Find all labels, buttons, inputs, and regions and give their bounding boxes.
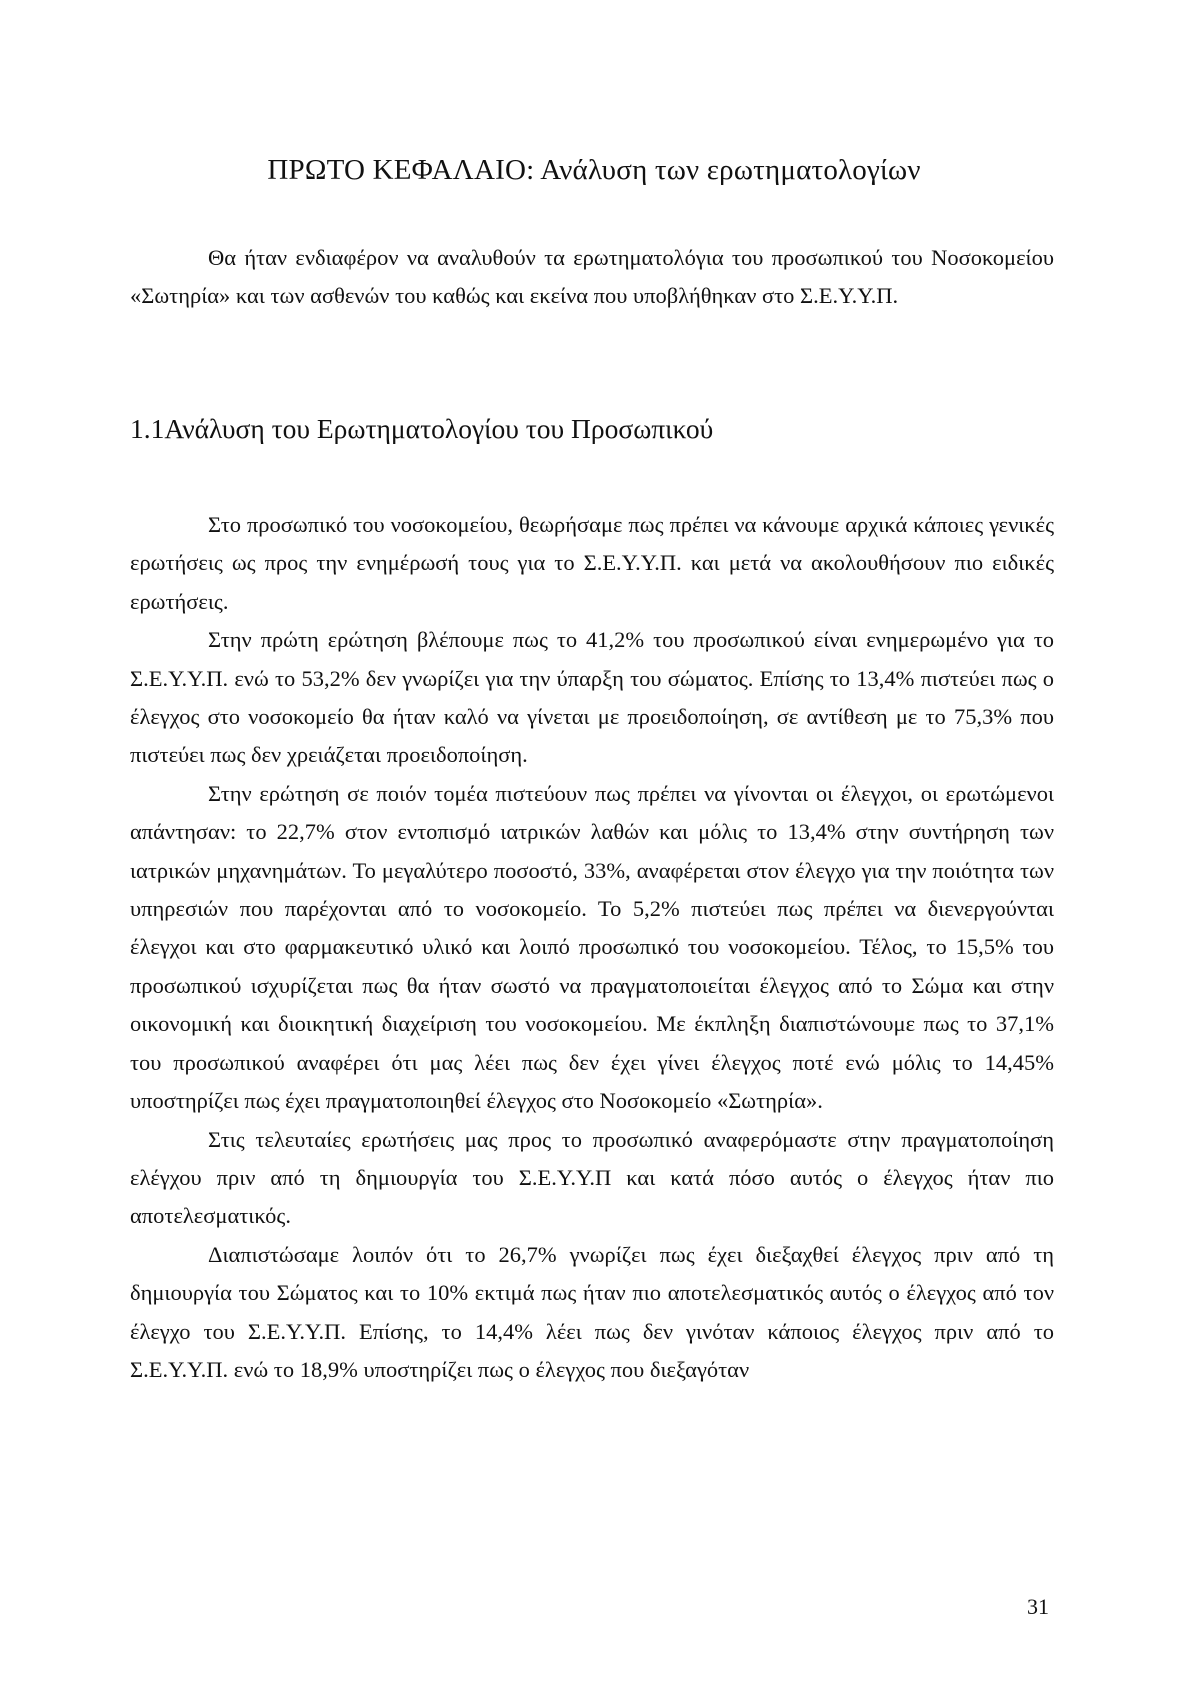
paragraph-5: Διαπιστώσαμε λοιπόν ότι το 26,7% γνωρίζει πως έχει διεξαχθεί έλεγχος πριν από τη δημιουργία του Σώματος και το 10% εκτιμά πως ήταν πιο αποτελεσματικός αυτός ο έλεγχος από τον έλεγχο του Σ.Ε.Υ.Υ.Π. Επίσης, το 14,4% λέει πως δεν γινόταν κάποιος έλεγχος πριν από το Σ.Ε.Υ.Υ.Π. ενώ το 18,9% υποστηρίζει πως ο έλεγχος που διεξαγόταν: [130, 1241, 1054, 1382]
chapter-title: ΠΡΩΤΟ ΚΕΦΑΛΑΙΟ: Ανάλυση των ερωτηματολογίων: [267, 154, 921, 186]
intro-block: [130, 239, 1054, 316]
body-text: [130, 506, 1054, 1389]
paragraph-1: Στο προσωπικό του νοσοκομείου, θεωρήσαμε πως πρέπει να κάνουμε αρχικά κάποιες γενικές ερωτήσεις ως προς την ενημέρωσή τους για το Σ.Ε.Υ.Υ.Π. και μετά να ακολουθήσουν πιο ειδικές ερωτήσεις.: [130, 512, 1054, 614]
section-heading: 1.1Ανάλυση του Ερωτηματολογίου του Προσωπικού: [130, 413, 714, 444]
page-number: 31: [1027, 1594, 1049, 1619]
paragraph-2: Στην πρώτη ερώτηση βλέπουμε πως το 41,2% του προσωπικού είναι ενημερωμένο για το Σ.Ε.Υ.Υ.Π. ενώ το 53,2% δεν γνωρίζει για την ύπαρξη του σώματος. Επίσης το 13,4% πιστεύει πως ο έλεγχος στο νοσοκομείο θα ήταν καλό να γίνεται με προειδοποίηση, σε αντίθεση με το 75,3% που πιστεύει πως δεν χρειάζεται προειδοποίηση.: [130, 627, 1054, 768]
intro-paragraph: Θα ήταν ενδιαφέρον να αναλυθούν τα ερωτηματολόγια του προσωπικού του Νοσοκομείου «Σωτηρία» και των ασθενών του καθώς και εκείνα που υποβλήθηκαν στο Σ.Ε.Υ.Υ.Π.: [130, 245, 1054, 309]
paragraph-3: Στην ερώτηση σε ποιόν τομέα πιστεύουν πως πρέπει να γίνονται οι έλεγχοι, οι ερωτώμενοι απάντησαν: το 22,7% στον εντοπισμό ιατρικών λαθών και μόλις το 13,4% στην συντήρηση των ιατρικών μηχανημάτων. Το μεγαλύτερο ποσοστό, 33%, αναφέρεται στον έλεγχο για την ποιότητα των υπηρεσιών που παρέχονται από το νοσοκομείο. Το 5,2% πιστεύει πως πρέπει να διενεργούνται έλεγχοι και στο φαρμακευτικό υλικό και λοιπό προσωπικό του νοσοκομείου. Τέλος, το 15,5% του προσωπικού ισχυρίζεται πως θα ήταν σωστό να πραγματοποιείται έλεγχος από το Σώμα και στην οικονομική και διοικητική διαχείριση του νοσοκομείου. Με έκπληξη διαπιστώνουμε πως το 37,1% του προσωπικού αναφέρει ότι μας λέει πως δεν έχει γίνει έλεγχος ποτέ ενώ μόλις το 14,45% υποστηρίζει πως έχει πραγματοποιηθεί έλεγχος στο Νοσοκομείο «Σωτηρία».: [130, 780, 1054, 1114]
paragraph-4: Στις τελευταίες ερωτήσεις μας προς το προσωπικό αναφερόμαστε στην πραγματοποίηση ελέγχου πριν από τη δημιουργία του Σ.Ε.Υ.Υ.Π και κατά πόσο αυτός ο έλεγχος ήταν πιο αποτελεσματικός.: [130, 1126, 1054, 1229]
